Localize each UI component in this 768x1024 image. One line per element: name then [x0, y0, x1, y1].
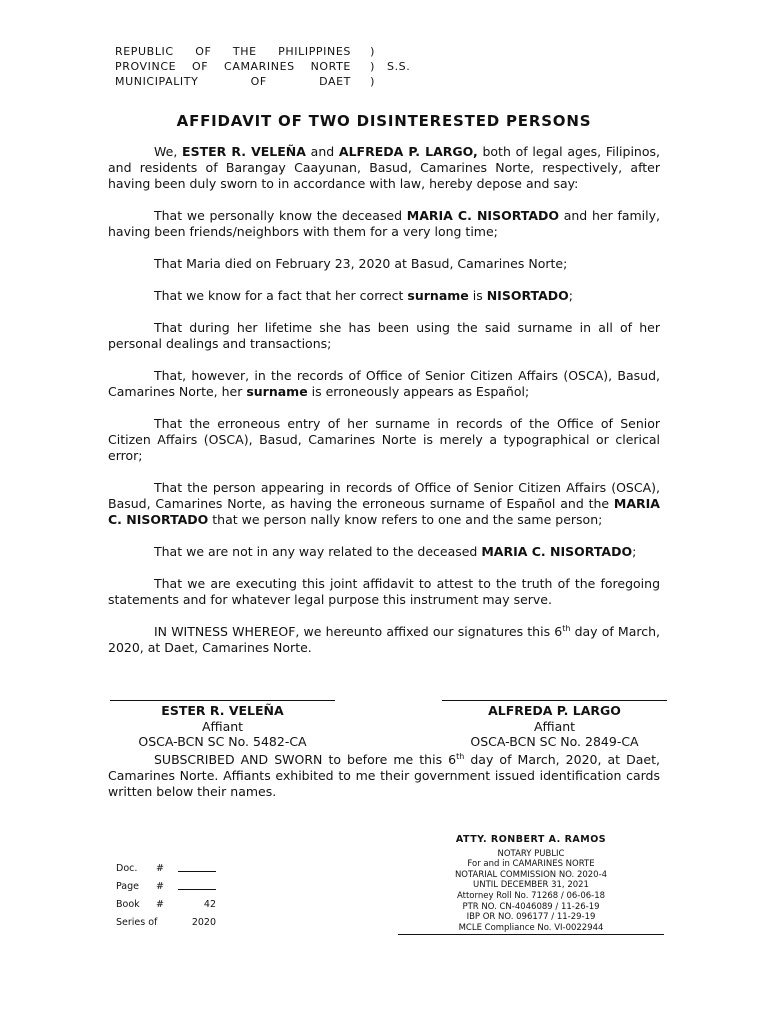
venue-paren: ): [370, 45, 375, 58]
text-run: That we personally know the deceased: [154, 208, 407, 223]
affiant-name: ALFREDA P. LARGO: [488, 703, 621, 718]
venue-left: [115, 59, 351, 74]
bold-text: ALFREDA P. LARGO,: [338, 144, 478, 159]
venue-ss: S.S.: [387, 60, 411, 73]
doc-value: 2020: [191, 917, 216, 928]
affidavit-paragraph: [108, 544, 660, 560]
affiant-name: ESTER R. VELEÑA: [161, 703, 284, 718]
venue-row: [115, 74, 415, 89]
venue-word: OF: [192, 60, 209, 73]
venue-word: MUNICIPALITY: [115, 75, 199, 88]
venue-word: CAMARINES: [224, 60, 295, 73]
affiant-id: OSCA-BCN SC No. 5482-CA: [138, 734, 307, 749]
text-run: ;: [632, 544, 637, 559]
affiant-signature-block: [442, 700, 667, 750]
notarial-register: [116, 860, 216, 932]
affiant-role: Affiant: [533, 718, 576, 734]
doc-value: 42: [203, 899, 216, 910]
signature-line: [442, 700, 667, 701]
notary-line: UNTIL DECEMBER 31, 2021: [473, 880, 589, 891]
affidavit-paragraph: [108, 320, 660, 352]
bold-text: surname: [246, 384, 308, 399]
affidavit-paragraph: [108, 144, 660, 192]
text-run: That we are executing this joint affidavit to attest to the truth of the foregoing statements and for whatever legal purpose this instrument may serve.: [108, 576, 660, 607]
text-run: is erroneously appears as Español;: [307, 384, 530, 399]
text-run: is: [468, 288, 487, 303]
affiant-role: Affiant: [201, 718, 244, 734]
venue-block: [115, 44, 415, 89]
doc-hash: #: [156, 899, 164, 910]
bold-text: MARIA C. NISORTADO: [406, 208, 559, 223]
doc-hash: #: [156, 863, 164, 874]
text-run: That during her lifetime she has been using the said surname in all of her personal dealings and transactions;: [108, 320, 660, 351]
doc-label: Series of: [116, 917, 158, 928]
text-run: day of March, 2020, at Daet, Camarines Norte.: [108, 624, 661, 655]
venue-row: [115, 59, 415, 74]
venue-paren: ): [370, 60, 375, 73]
text-run: That the erroneous entry of her surname in records of the Office of Senior Citizen Affairs (OSCA), Basud, Camarines Norte is merely a typographical or clerical error;: [108, 416, 660, 463]
notary-block: [398, 835, 664, 935]
bold-text: MARIA C. NISORTADO: [481, 544, 633, 559]
notary-name: ATTY. RONBERT A. RAMOS: [455, 834, 607, 845]
affidavit-paragraph: [108, 368, 660, 400]
bold-text: ESTER R. VELEÑA: [182, 144, 306, 159]
text-run: That the person appearing in records of Office of Senior Citizen Affairs (OSCA), Basud, Camarines Norte, as having the erroneous surname of Español and the: [108, 480, 660, 511]
text-run: SUBSCRIBED AND SWORN to before me this 6: [154, 752, 457, 767]
venue-word: NORTE: [310, 60, 351, 73]
venue-paren: ): [370, 75, 375, 88]
doc-blank: [178, 860, 216, 872]
notary-rule: [398, 934, 664, 935]
text-run: both of legal ages, Filipinos, and residents of Barangay Caayunan, Basud, Camarines Norte, respectively, after having been duly sworn to in accordance with law, hereby depose and say:: [108, 144, 660, 191]
affidavit-paragraph: [108, 208, 660, 240]
superscript-text: th: [456, 751, 465, 761]
affidavit-paragraph: [108, 576, 660, 608]
venue-word: PROVINCE: [115, 60, 177, 73]
text-run: IN WITNESS WHEREOF, we hereunto affixed our signatures this 6: [154, 624, 563, 639]
venue-word: OF: [195, 45, 212, 58]
doc-entry: [116, 878, 216, 896]
doc-entry: [116, 860, 216, 878]
text-run: That we know for a fact that her correct: [154, 288, 408, 303]
signature-line: [110, 700, 335, 701]
superscript-text: th: [562, 623, 571, 633]
doc-label: Doc.: [116, 863, 138, 874]
doc-hash: #: [156, 881, 164, 892]
notary-line: NOTARIAL COMMISSION NO. 2020-4: [454, 869, 608, 880]
text-run: and her family, having been friends/neighbors with them for a very long time;: [108, 208, 660, 239]
venue-word: DAET: [319, 75, 351, 88]
venue-word: OF: [250, 75, 267, 88]
affidavit-paragraph: [108, 288, 660, 304]
notary-line: NOTARY PUBLIC: [497, 848, 565, 859]
text-run: and: [305, 144, 339, 159]
bold-text: NISORTADO: [486, 288, 569, 303]
text-run: That we are not in any way related to the deceased: [154, 544, 482, 559]
document-title: AFFIDAVIT OF TWO DISINTERESTED PERSONS: [176, 112, 592, 130]
affidavit-paragraph: [108, 256, 660, 272]
venue-word: PHILIPPINES: [278, 45, 351, 58]
bold-text: MARIA C. NISORTADO: [108, 496, 660, 527]
affidavit-body: [108, 144, 660, 672]
bold-text: surname: [407, 288, 469, 303]
text-run: that we person nally know refers to one and the same person;: [208, 512, 603, 527]
venue-ss: [375, 44, 415, 59]
text-run: day of March, 2020, at Daet, Camarines Norte. Affiants exhibited to me their government issued identification cards written below their names.: [108, 752, 660, 799]
notary-line: IBP OR NO. 096177 / 11-29-19: [466, 912, 596, 923]
text-run: We,: [154, 144, 183, 159]
doc-entry: [116, 896, 216, 914]
venue-left: [115, 44, 351, 59]
jurat-paragraph: [108, 752, 660, 800]
text-run: ;: [568, 288, 573, 303]
affidavit-paragraph: [108, 480, 660, 528]
notary-line: PTR NO. CN-4046089 / 11-26-19: [462, 901, 600, 912]
doc-entry: [116, 914, 216, 932]
notary-line: MCLE Compliance No. VI-0022944: [458, 922, 604, 933]
venue-left: [115, 74, 351, 89]
affiant-signature-block: [110, 700, 335, 750]
venue-word: REPUBLIC: [115, 45, 174, 58]
affiant-id: OSCA-BCN SC No. 2849-CA: [470, 734, 639, 749]
affidavit-paragraph: [108, 416, 660, 464]
doc-label: Book: [116, 899, 140, 910]
notary-line: For and in CAMARINES NORTE: [467, 859, 595, 870]
doc-label: Page: [116, 881, 139, 892]
affidavit-paragraph: [108, 624, 660, 656]
venue-row: [115, 44, 415, 59]
doc-blank: [178, 878, 216, 890]
notary-line: Attorney Roll No. 71268 / 06-06-18: [456, 890, 606, 901]
text-run: That, however, in the records of Office of Senior Citizen Affairs (OSCA), Basud, Camarines Norte, her: [108, 368, 660, 399]
venue-word: THE: [232, 45, 257, 58]
venue-ss: [375, 74, 415, 89]
text-run: That Maria died on February 23, 2020 at Basud, Camarines Norte;: [154, 256, 568, 271]
